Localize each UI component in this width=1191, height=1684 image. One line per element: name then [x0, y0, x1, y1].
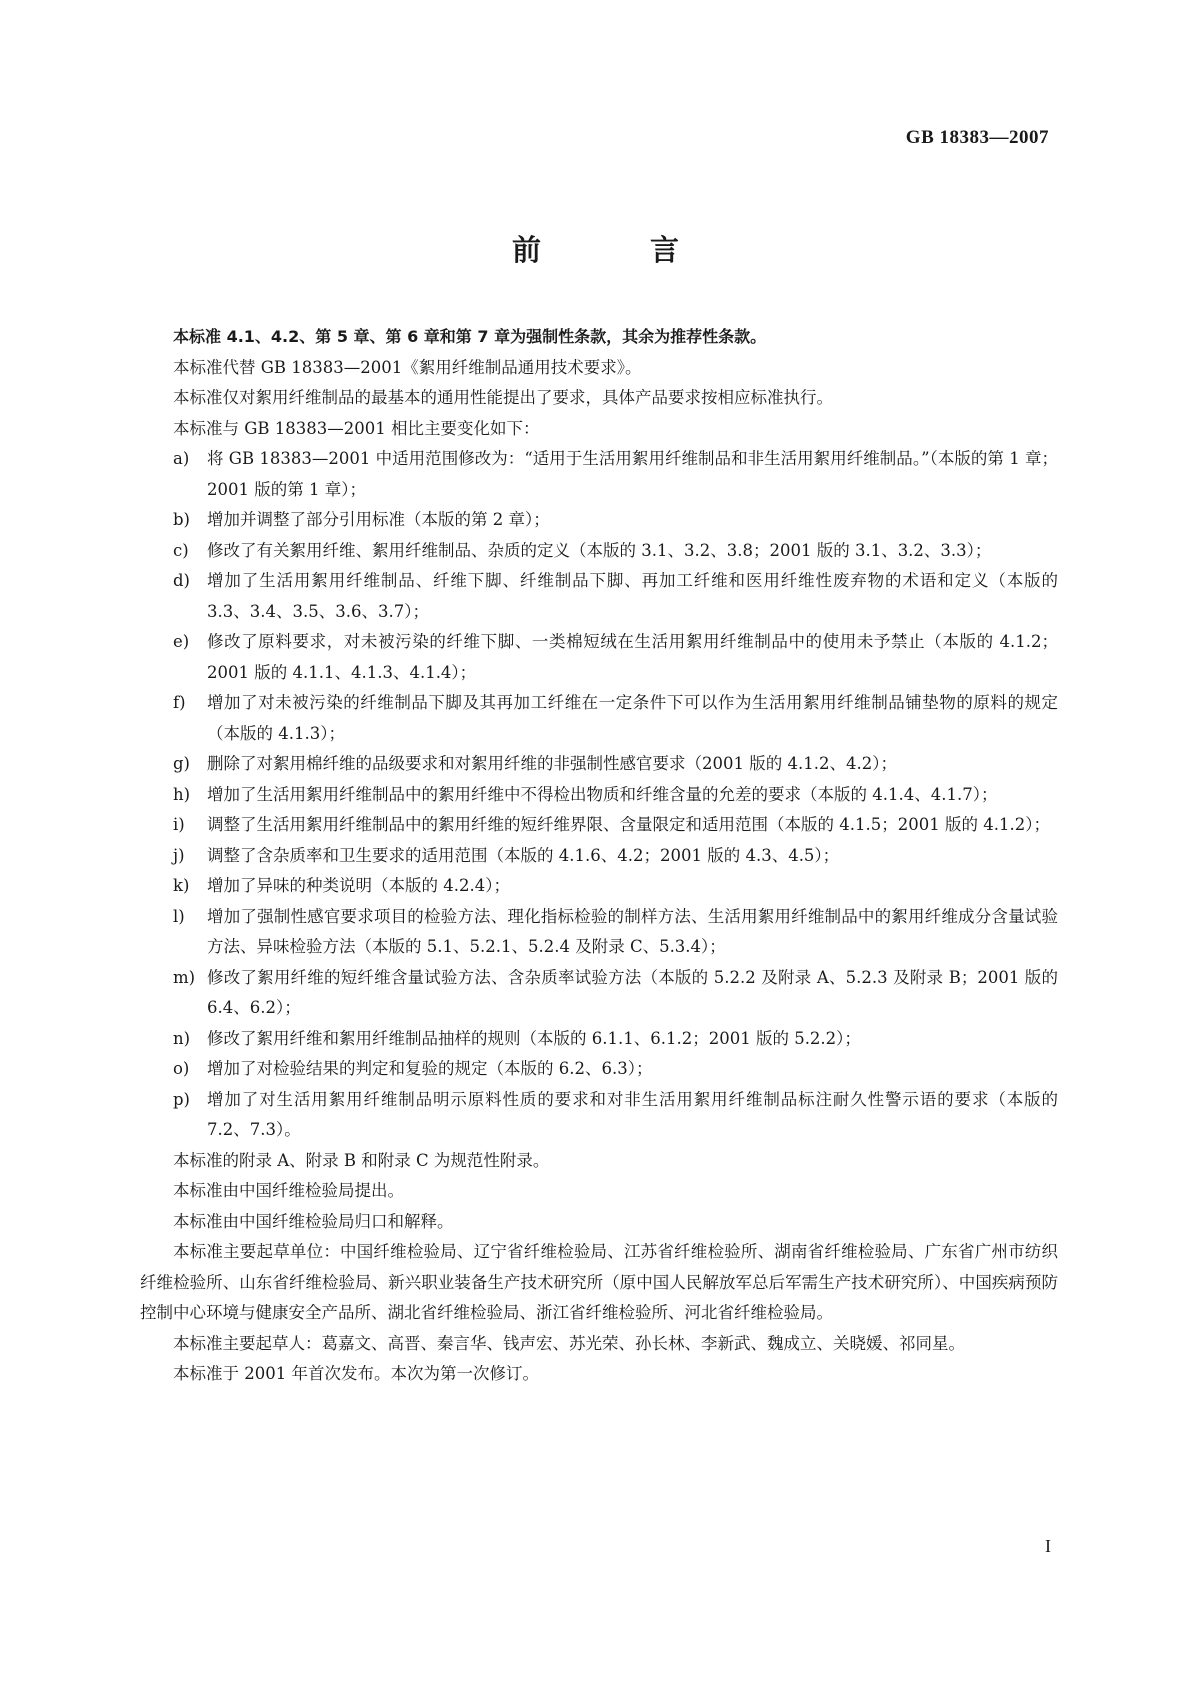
list-marker: b) — [173, 510, 190, 529]
closing-paragraph: 本标准的附录 A、附录 B 和附录 C 为规范性附录。 — [173, 1150, 550, 1170]
list-item — [140, 536, 1058, 567]
list-item-text: 修改了絮用纤维的短纤维含量试验方法、含杂质率试验方法（本版的 5.2.2 及附录 A、5.2.3 及附录 B；2001 版的 6.4、6.2）； — [207, 967, 1058, 1017]
closing-paragraph: 本标准由中国纤维检验局提出。 — [173, 1181, 404, 1200]
changes-list — [140, 444, 1058, 1146]
list-item — [140, 902, 1058, 963]
list-marker: d) — [173, 571, 190, 590]
list-marker: e) — [173, 632, 190, 651]
list-item-text: 增加了对生活用絮用纤维制品明示原料性质的要求和对非生活用絮用纤维制品标注耐久性警示语的要求（本版的 7.2、7.3）。 — [207, 1089, 1058, 1139]
list-item — [140, 780, 1058, 811]
list-marker: n) — [173, 1028, 191, 1048]
standard-code: GB 18383—2007 — [905, 127, 1049, 148]
list-item — [140, 841, 1058, 872]
intro-paragraph: 本标准与 GB 18383—2001 相比主要变化如下： — [173, 418, 540, 438]
drafting-units-paragraph: 本标准主要起草单位：中国纤维检验局、辽宁省纤维检验局、江苏省纤维检验所、湖南省纤维检验局、广东省广州市纺织纤维检验所、山东省纤维检验局、新兴职业装备生产技术研究所（原中国人民解放军总后军需生产技术研究所）、中国疾病预防控制中心环境与健康安全产品所、湖北省纤维检验局、浙江省纤维检验所、河北省纤维检验局。 — [140, 1242, 1058, 1322]
list-item — [140, 963, 1058, 1024]
list-item-text: 增加了对检验结果的判定和复验的规定（本版的 6.2、6.3）； — [207, 1059, 653, 1078]
mandatory-clause-statement: 本标准 4.1、4.2、第 5 章、第 6 章和第 7 章为强制性条款，其余为推荐性条款。 — [173, 327, 767, 346]
drafters-paragraph: 本标准主要起草人：葛嘉文、高晋、秦言华、钱声宏、苏光荣、孙长林、李新武、魏成立、关晓媛、祁同星。 — [173, 1333, 965, 1353]
list-marker: c) — [173, 540, 189, 560]
list-marker: m) — [173, 967, 196, 987]
closing-paragraph: 本标准由中国纤维检验局归口和解释。 — [173, 1211, 454, 1231]
foreword-body — [140, 322, 1058, 1390]
intro-paragraph: 本标准代替 GB 18383—2001《絮用纤维制品通用技术要求》。 — [173, 357, 642, 377]
list-marker: l) — [173, 906, 185, 926]
publication-history-paragraph: 本标准于 2001 年首次发布。本次为第一次修订。 — [173, 1364, 539, 1383]
list-marker: f) — [173, 693, 186, 712]
list-item — [140, 871, 1058, 902]
list-item-text: 删除了对絮用棉纤维的品级要求和对絮用纤维的非强制性感官要求（2001 版的 4.1.2、4.2）； — [207, 754, 897, 773]
list-item — [140, 749, 1058, 780]
list-item-text: 将 GB 18383—2001 中适用范围修改为：“适用于生活用絮用纤维制品和非生活用絮用纤维制品。”（本版的第 1 章；2001 版的第 1 章）； — [207, 449, 1058, 499]
list-marker: j) — [173, 845, 185, 865]
list-item-text: 增加了生活用絮用纤维制品、纤维下脚、纤维制品下脚、再加工纤维和医用纤维性废弃物的术语和定义（本版的 3.3、3.4、3.5、3.6、3.7）； — [207, 571, 1058, 621]
list-marker: h) — [173, 784, 191, 804]
list-item-text: 修改了原料要求，对未被污染的纤维下脚、一类棉短绒在生活用絮用纤维制品中的使用未予禁止（本版的 4.1.2；2001 版的 4.1.1、4.1.3、4.1.4）； — [207, 632, 1058, 682]
list-item — [140, 810, 1058, 841]
list-item-text: 调整了含杂质率和卫生要求的适用范围（本版的 4.1.6、4.2；2001 版的 4.3、4.5）； — [207, 845, 840, 865]
list-item-text: 增加了异味的种类说明（本版的 4.2.4）； — [207, 876, 510, 895]
list-item-text: 增加了生活用絮用纤维制品中的絮用纤维中不得检出物质和纤维含量的允差的要求（本版的 4.1.4、4.1.7）； — [207, 784, 998, 804]
list-marker: g) — [173, 754, 190, 773]
list-marker: o) — [173, 1059, 190, 1078]
list-item — [140, 505, 1058, 536]
list-item — [140, 566, 1058, 627]
list-item-text: 修改了絮用纤维和絮用纤维制品抽样的规则（本版的 6.1.1、6.1.2；2001 版的 5.2.2）； — [207, 1028, 861, 1048]
list-item-text: 增加了强制性感官要求项目的检验方法、理化指标检验的制样方法、生活用絮用纤维制品中的絮用纤维成分含量试验方法、异味检验方法（本版的 5.1、5.2.1、5.2.4 及附录 C、5.3.4）； — [207, 906, 1058, 956]
list-item-text: 修改了有关絮用纤维、絮用纤维制品、杂质的定义（本版的 3.1、3.2、3.8；2001 版的 3.1、3.2、3.3）； — [207, 540, 992, 560]
list-item — [140, 627, 1058, 688]
list-marker: a) — [173, 449, 190, 468]
page-title: 前 言 — [511, 233, 719, 267]
list-marker: k) — [173, 876, 190, 895]
intro-paragraph: 本标准仅对絮用纤维制品的最基本的通用性能提出了要求，具体产品要求按相应标准执行。 — [173, 388, 833, 407]
list-marker: p) — [173, 1089, 190, 1109]
list-marker: i) — [173, 815, 185, 834]
list-item — [140, 1085, 1058, 1146]
list-item-text: 增加了对未被污染的纤维制品下脚及其再加工纤维在一定条件下可以作为生活用絮用纤维制品铺垫物的原料的规定（本版的 4.1.3）； — [207, 693, 1058, 743]
list-item — [140, 444, 1058, 505]
list-item-text: 增加并调整了部分引用标准（本版的第 2 章）； — [207, 510, 550, 529]
list-item — [140, 688, 1058, 749]
list-item — [140, 1054, 1058, 1085]
list-item — [140, 1024, 1058, 1055]
page-number: I — [1045, 1536, 1051, 1556]
list-item-text: 调整了生活用絮用纤维制品中的絮用纤维的短纤维界限、含量限定和适用范围（本版的 4.1.5；2001 版的 4.1.2）； — [207, 815, 1050, 834]
